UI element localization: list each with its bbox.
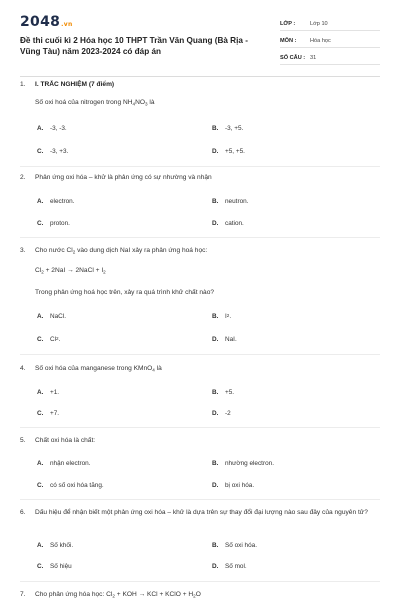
question-text: Số oxi hóa của manganese trong KMnO$_4$ là [35,365,162,373]
reaction-equation: $Cl_2 + 2NaI$ → 2NaCl + $I_2$ [35,267,106,275]
option-a[interactable]: A. nhận electron. [37,460,91,467]
meta-label-class: LỚP : [280,21,296,27]
exam-title: Đề thi cuối kì 2 Hóa học 10 THPT Trần Văn Quang (Bà Rịa - Vũng Tàu) năm 2023-2024 có đáp án [20,36,248,56]
question-text: Chất oxi hóa là chất: [35,437,96,444]
question-text: Số oxi hoá của nitrogen trong $NH_4NO_3$ là [35,99,155,107]
question-5 [20,436,380,492]
option-d[interactable]: D. cation. [212,220,244,227]
question-number: 4. [20,365,26,372]
meta-label-subject: MÔN : [280,38,297,44]
option-c[interactable]: C. +7. [37,410,60,417]
option-a[interactable]: A. -3, -3. [37,125,67,132]
question-number: 7. [20,591,26,598]
logo-text: 2048 [20,14,61,30]
option-c[interactable]: C. có số oxi hóa tăng. [37,482,104,489]
option-d[interactable]: D. NaI. [212,336,237,343]
option-b[interactable]: B. nhường electron. [212,460,274,467]
option-c[interactable]: C. -3, +3. [37,148,69,155]
question-separator [20,237,380,238]
option-c[interactable]: C. proton. [37,220,70,227]
question-separator [20,166,380,167]
question-2 [20,173,380,229]
option-a[interactable]: A. Số khối. [37,542,74,549]
site-logo[interactable] [20,14,260,30]
question-text: Dấu hiệu để nhận biết một phản ứng oxi hóa – khử là dựa trên sự thay đổi đại lượng nào sau đây của nguyên tử? [35,509,368,516]
option-a[interactable]: A. electron. [37,198,75,205]
question-number: 2. [20,174,26,181]
exam-meta [280,18,380,69]
option-a[interactable]: A. NaCl. [37,313,66,320]
question-text: Phản ứng oxi hóa – khử là phản ứng có sự nhường và nhận [35,174,212,181]
logo-suffix: .vn [61,21,73,28]
meta-row-count [280,52,380,65]
question-4 [20,364,380,420]
question-number: 5. [20,437,26,444]
question-number: 3. [20,247,26,254]
meta-value-subject: Hóa học [310,38,331,44]
question-separator [20,427,380,428]
option-a[interactable]: A. +1. [37,389,60,396]
question-number: 1. [20,81,26,88]
option-d[interactable]: D. bị oxi hóa. [212,482,255,489]
meta-row-subject [280,35,380,48]
question-1 [20,80,380,160]
question-separator [20,354,380,355]
question-3 [20,246,380,346]
question-number: 6. [20,509,26,516]
option-d[interactable]: D. +5, +5. [212,148,245,155]
question-7 [20,590,380,600]
header-left [20,14,260,69]
question-6 [20,508,380,578]
option-b[interactable]: B. Số oxi hóa. [212,542,257,549]
meta-row-class [280,18,380,31]
question-separator [20,499,380,500]
meta-label-count: SỐ CÂU : [280,55,306,61]
header-divider [20,76,380,77]
question-followup: Trong phản ứng hoá học trên, xảy ra quá trình khử chất nào? [35,289,215,296]
option-d[interactable]: D. -2 [212,410,231,417]
question-text: Cho phản ứng hóa học: $Cl_2$ + KOH → KCl + KClO + $H_2O$ [35,591,201,599]
section-heading: I. TRẮC NGHIỆM (7 điểm) [35,81,115,88]
question-separator [20,581,380,582]
option-b[interactable]: B. -3, +5. [212,125,244,132]
meta-value-count: 31 [310,55,317,61]
question-text: Cho nước $Cl_2$ vào dung dịch NaI xảy ra phản ứng hoá học: [35,247,208,255]
option-b[interactable]: B. neutron. [212,198,249,205]
option-c[interactable]: C. Số hiệu [37,563,72,570]
option-c[interactable]: C. Cl 2 . [37,336,61,343]
meta-value-class: Lớp 10 [310,21,328,27]
option-b[interactable]: B. +5. [212,389,235,396]
option-d[interactable]: D. Số mol. [212,563,247,570]
option-b[interactable]: B. I 2 . [212,313,232,320]
page-header [20,0,380,69]
